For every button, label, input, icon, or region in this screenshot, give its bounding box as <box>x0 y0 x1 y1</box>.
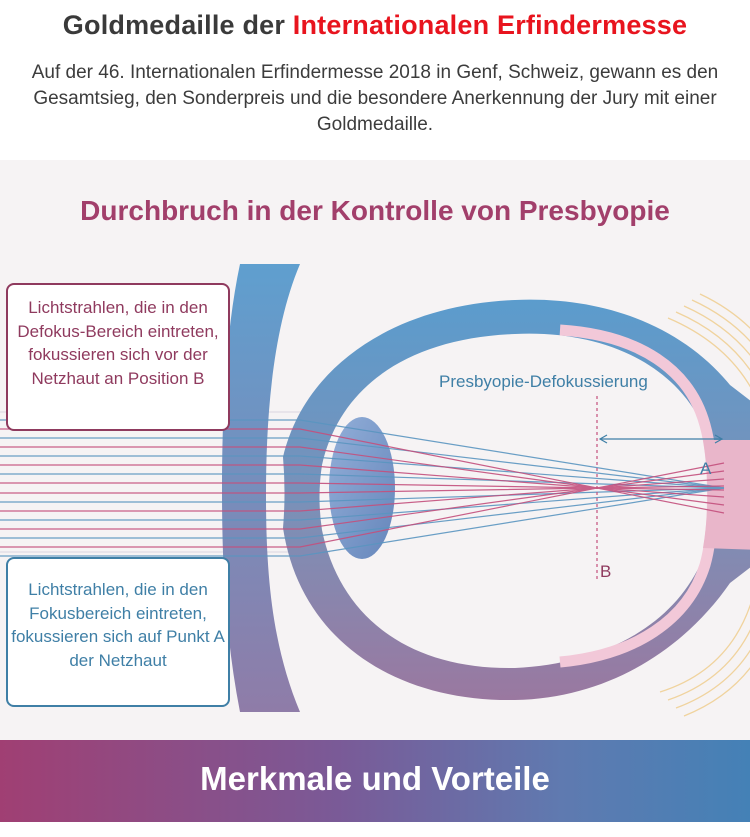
label-position-b: B <box>600 562 612 581</box>
eye-rays-background <box>0 412 330 552</box>
optic-nerve <box>703 440 750 550</box>
label-presbyopia-defocus: Presbyopie-Defokussierung <box>439 372 648 391</box>
callout-position-b: Lichtstrahlen, die in den Defokus-Bereich eintreten, fokussieren sich vor der Netzhaut an Position B <box>6 283 230 431</box>
bottom-strip <box>0 822 750 837</box>
diagram-title: Durchbruch in der Kontrolle von Presbyopie <box>80 195 670 226</box>
title-prefix: Goldmedaille der <box>62 10 293 40</box>
award-description: Auf der 46. Internationalen Erfindermesse 2018 in Genf, Schweiz, gewann es den Gesamtsieg, den Sonderpreis und die besondere Anerkennung der Jury mit einer Goldmedaille. <box>31 62 719 135</box>
page-title <box>0 10 750 41</box>
features-banner-text: Merkmale und Vorteile <box>200 760 550 797</box>
callout-point-a: Lichtstrahlen, die in den Fokusbereich eintreten, fokussieren sich auf Punkt A der Netzhaut <box>6 557 230 707</box>
crystalline-lens <box>329 417 395 559</box>
label-point-a: A <box>700 459 712 478</box>
header-section <box>0 0 750 160</box>
title-highlight: Internationalen Erfindermesse <box>292 10 688 40</box>
